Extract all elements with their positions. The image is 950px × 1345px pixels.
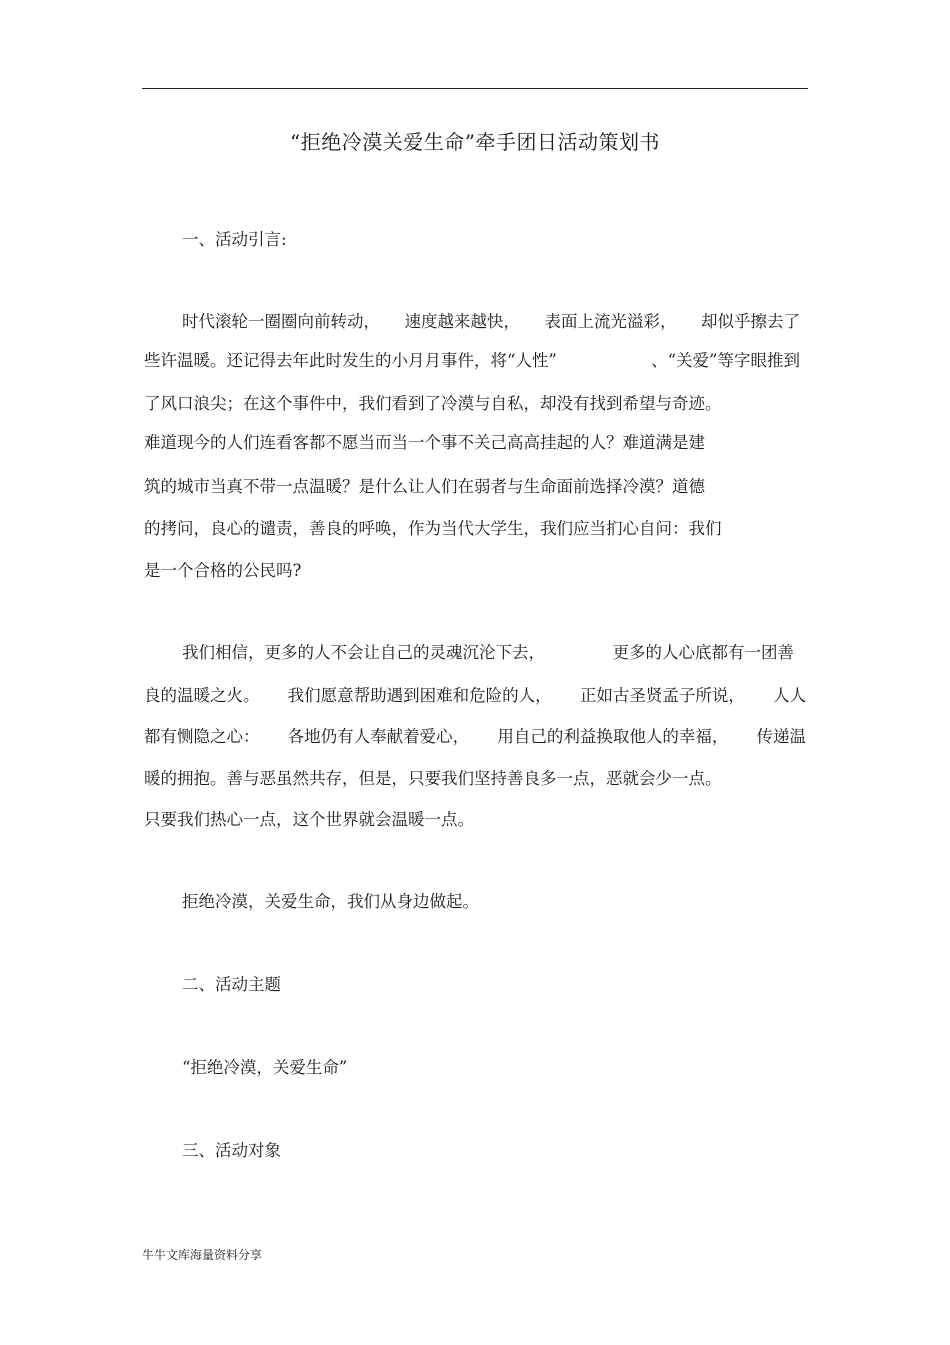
para2-line1 — [182, 643, 794, 663]
para1-line3: 了风口浪尖；在这个事件中，我们看到了冷漠与自私，却没有找到希望与奇迹。 — [144, 394, 722, 413]
para2-line1-seg2: 更多的人心底都有一团善 — [612, 643, 794, 662]
para2-line2-seg4: 人人 — [772, 686, 806, 705]
para2-line2-seg1: 良的温暖之火。 — [144, 686, 260, 705]
para1-line2-seg2: 、“关爱”等字眼推到 — [651, 351, 800, 370]
section-heading-intro: 一、活动引言: — [182, 230, 287, 249]
para2-line2 — [144, 686, 806, 706]
para1-line1-seg1: 时代滚轮一圈圈向前转动， — [182, 312, 380, 331]
header-rule — [142, 88, 808, 89]
section-heading-audience: 三、活动对象 — [182, 1141, 281, 1160]
para2-line2-seg2: 我们愿意帮助遇到困难和危险的人， — [287, 686, 552, 705]
theme-text: “拒绝冷漠，关爱生命” — [182, 1058, 348, 1077]
para1-line1-seg3: 表面上流光溢彩， — [544, 312, 677, 331]
para2-line4: 暖的拥抱。善与恶虽然共存，但是，只要我们坚持善良多一点，恶就会少一点。 — [144, 769, 722, 788]
para1-line2-seg1: 些许温暖。还记得去年此时发生的小月月事件，将“人性” — [144, 351, 557, 370]
para1-line1-seg4: 却似乎擦去了 — [701, 312, 800, 331]
para2-line2-seg3: 正如古圣贤孟子所说， — [579, 686, 745, 705]
para2-line3-seg1: 都有恻隐之心： — [144, 727, 260, 746]
para1-line1 — [182, 312, 800, 332]
para2-line3 — [144, 727, 806, 747]
para2-line1-seg1: 我们相信，更多的人不会让自己的灵魂沉沦下去， — [182, 643, 545, 662]
para2-line3-seg2: 各地仍有人奉献着爱心， — [287, 727, 470, 746]
para1-line7: 是一个合格的公民吗? — [144, 561, 302, 580]
para1-line2 — [144, 351, 800, 371]
para2-line3-seg3: 用自己的利益换取他人的幸福， — [497, 727, 729, 746]
para1-line1-seg2: 速度越来越快， — [404, 312, 520, 331]
page-footer: 牛牛文库海量资料分享 — [142, 1248, 263, 1262]
para1-line4: 难道现今的人们连看客都不愿当而当一个事不关己高高挂起的人？难道满是建 — [144, 433, 705, 452]
para1-line6: 的拷问，良心的谴责，善良的呼唤，作为当代大学生，我们应当扪心自问：我们 — [144, 519, 722, 538]
para2-line3-seg4: 传递温 — [756, 727, 806, 746]
para1-line5: 筑的城市当真不带一点温暖？是什么让人们在弱者与生命面前选择冷漠？道德 — [144, 477, 705, 496]
para3-line: 拒绝冷漠，关爱生命，我们从身边做起。 — [182, 892, 479, 911]
para2-line5: 只要我们热心一点，这个世界就会温暖一点。 — [144, 810, 474, 829]
document-title: “拒绝冷漠关爱生命”牵手团日活动策划书 — [290, 130, 660, 154]
section-heading-theme: 二、活动主题 — [182, 975, 281, 994]
